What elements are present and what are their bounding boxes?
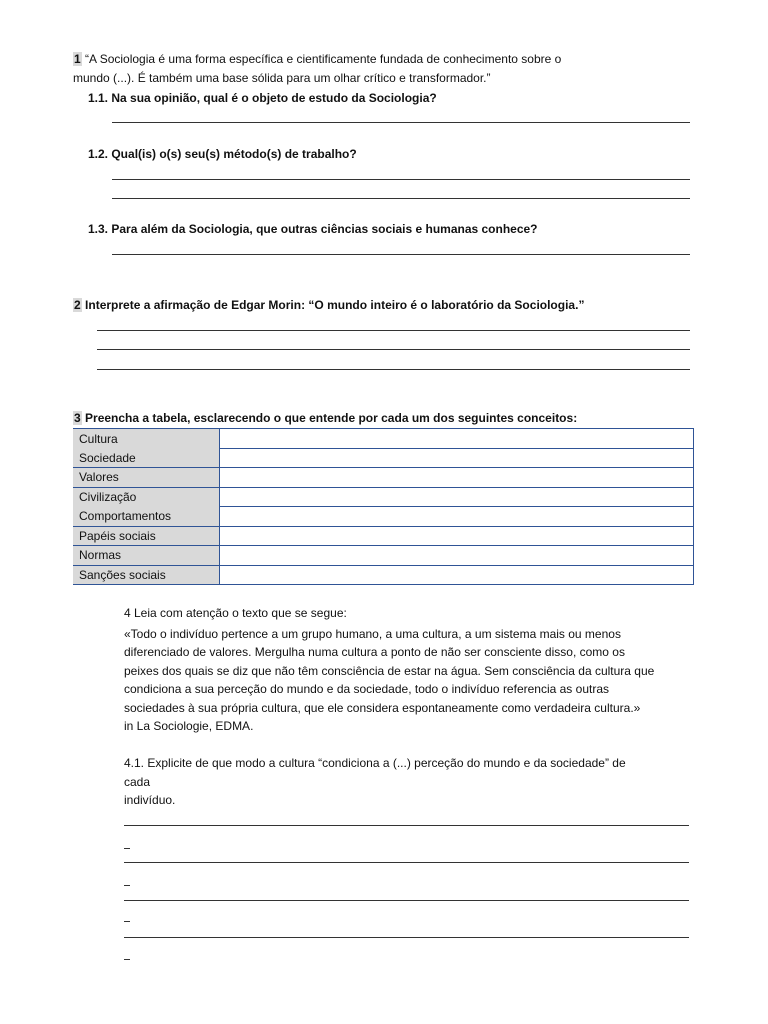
table-row: [73, 468, 694, 488]
answer-line[interactable]: [112, 254, 690, 255]
answer-line[interactable]: [124, 937, 689, 938]
q1-intro-line1: [73, 52, 561, 66]
q4-1-prompt-line1: 4.1. Explicite de que modo a cultura “condiciona a (...) perceção do mundo e da sociedade” de: [124, 756, 626, 770]
concept-label: Valores: [73, 468, 220, 488]
answer-line[interactable]: [97, 369, 690, 370]
table-row: [73, 429, 694, 449]
q2-prompt: [73, 298, 584, 312]
q3-number: 3: [74, 411, 81, 425]
q1-intro-text: “A Sociologia é uma forma específica e cientificamente fundada de conhecimento sobre o: [85, 52, 562, 66]
concept-label: Sanções sociais: [73, 565, 220, 585]
q3-prompt: [73, 411, 577, 425]
q1-number: 1: [74, 52, 81, 66]
answer-line[interactable]: [97, 349, 690, 350]
answer-line[interactable]: [124, 900, 689, 901]
concept-label: Cultura: [73, 429, 220, 449]
answer-line[interactable]: [112, 179, 690, 180]
concept-answer-cell[interactable]: [220, 507, 694, 527]
q4-1-prompt-line2: cada: [124, 775, 151, 789]
concept-label: Normas: [73, 546, 220, 566]
quote-line: diferenciado de valores. Mergulha numa cultura a ponto de não ser consciente disso, como os: [124, 645, 625, 659]
table-row: [73, 565, 694, 585]
table-row: [73, 507, 694, 527]
q2-text: Interprete a afirmação de Edgar Morin: “O mundo inteiro é o laboratório da Sociologia.”: [85, 298, 585, 312]
table-row: [73, 546, 694, 566]
q4-1-prompt-line3: indivíduo.: [124, 793, 176, 807]
answer-line[interactable]: [112, 198, 690, 199]
answer-line-wrap: [124, 921, 130, 922]
q1-intro-line2: mundo (...). É também uma base sólida para um olhar crítico e transformador.”: [73, 71, 491, 85]
q4-heading: 4 Leia com atenção o texto que se segue:: [124, 606, 347, 620]
concept-answer-cell[interactable]: [220, 468, 694, 488]
quote-line: peixes dos quais se diz que não têm consciência de estar na água. Sem consciência da cultura que: [124, 664, 655, 678]
concept-answer-cell[interactable]: [220, 448, 694, 468]
concept-answer-cell[interactable]: [220, 429, 694, 449]
quote-line: condiciona a sua perceção do mundo e da sociedade, todo o indivíduo referencia as outras: [124, 682, 609, 696]
concept-answer-cell[interactable]: [220, 526, 694, 546]
q1-3-prompt: 1.3. Para além da Sociologia, que outras ciências sociais e humanas conhece?: [88, 222, 538, 236]
answer-line-wrap: [124, 848, 130, 849]
quote-line: «Todo o indivíduo pertence a um grupo humano, a uma cultura, a um sistema mais ou menos: [124, 627, 621, 641]
concept-answer-cell[interactable]: [220, 546, 694, 566]
concept-answer-cell[interactable]: [220, 565, 694, 585]
quote-line: sociedades à sua própria cultura, que ele considera espontaneamente como verdadeira cultura.»: [124, 701, 641, 715]
concept-label: Papéis sociais: [73, 526, 220, 546]
concept-label: Sociedade: [73, 448, 220, 468]
concepts-table: [73, 428, 694, 585]
answer-line[interactable]: [97, 330, 690, 331]
table-row: [73, 487, 694, 507]
answer-line[interactable]: [112, 122, 690, 123]
q1-2-prompt: 1.2. Qual(is) o(s) seu(s) método(s) de trabalho?: [88, 147, 357, 161]
answer-line[interactable]: [124, 825, 689, 826]
table-row: [73, 526, 694, 546]
concept-label: Civilização: [73, 487, 220, 507]
q1-1-prompt: 1.1. Na sua opinião, qual é o objeto de estudo da Sociologia?: [88, 91, 437, 105]
answer-line-wrap: [124, 885, 130, 886]
quote-source: in La Sociologie, EDMA.: [124, 719, 254, 733]
concept-label: Comportamentos: [73, 507, 220, 527]
answer-line-wrap: [124, 959, 130, 960]
q3-text: Preencha a tabela, esclarecendo o que entende por cada um dos seguintes conceitos:: [85, 411, 578, 425]
answer-line[interactable]: [124, 862, 689, 863]
concept-answer-cell[interactable]: [220, 487, 694, 507]
table-row: [73, 448, 694, 468]
q2-number: 2: [74, 298, 81, 312]
